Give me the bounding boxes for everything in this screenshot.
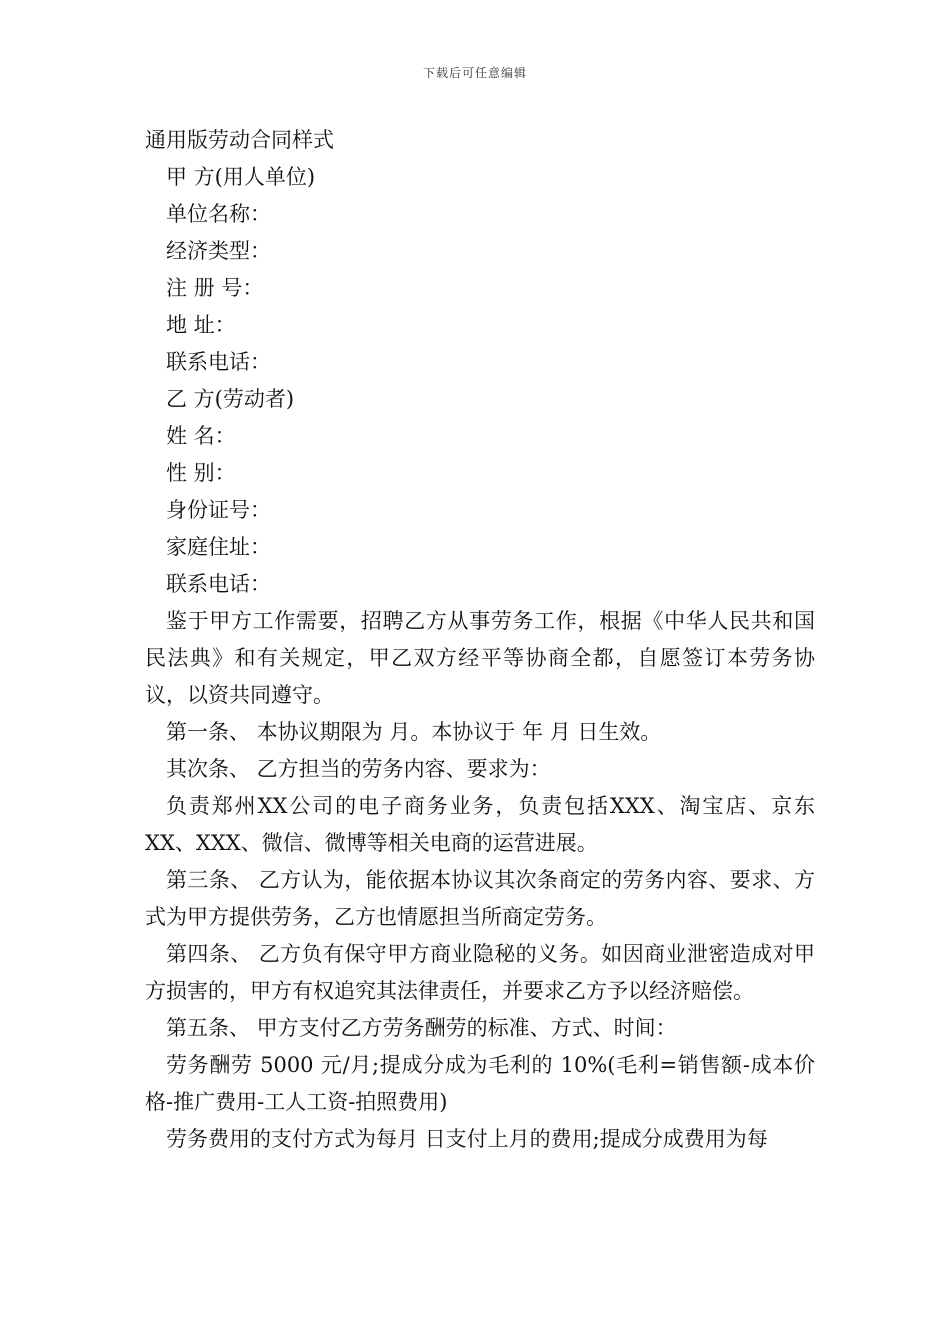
paragraph-preamble: 鉴于甲方工作需要，招聘乙方从事劳务工作，根据《中华人民共和国民法典》和有关规定，甲乙双方经平等协商全都，自愿签订本劳务协议，以资共同遵守。 (145, 609, 815, 707)
party-b-field-home-address: 家庭住址： (166, 535, 271, 559)
party-a-field-economic-type: 经济类型： (166, 239, 271, 263)
party-a-field-phone: 联系电话： (166, 350, 271, 374)
party-b-field-phone: 联系电话： (166, 572, 271, 596)
paragraph-article-3: 第三条、 乙方认为，能依据本协议其次条商定的劳务内容、要求、方式为甲方提供劳务，乙方也情愿担当所商定劳务。 (145, 868, 815, 929)
party-a-field-company-name: 单位名称： (166, 202, 271, 226)
paragraph-article-1: 第一条、 本协议期限为 月。本协议于 年 月 日生效。 (166, 720, 662, 744)
party-b-field-gender: 性 别： (166, 461, 236, 485)
paragraph-article-2: 其次条、 乙方担当的劳务内容、要求为： (166, 757, 551, 781)
paragraph-article-5-pay: 劳务酬劳 5000 元/月;提成分成为毛利的 10%(毛利=销售额-成本价格-推广费用-工人工资-拍照费用) (145, 1053, 815, 1114)
paragraph-article-5-payment-method: 劳务费用的支付方式为每月 日支付上月的费用;提成分成费用为每 (166, 1127, 768, 1151)
party-a-field-address: 地 址： (166, 313, 236, 337)
paragraph-article-4: 第四条、 乙方负有保守甲方商业隐秘的义务。如因商业泄密造成对甲方损害的，甲方有权追究其法律责任，并要求乙方予以经济赔偿。 (145, 942, 815, 1003)
paragraph-article-5: 第五条、 甲方支付乙方劳务酬劳的标准、方式、时间： (166, 1016, 677, 1040)
party-b-field-name: 姓 名： (166, 424, 236, 448)
party-b-field-id-number: 身份证号： (166, 498, 271, 522)
party-b-heading: 乙 方(劳动者) (166, 387, 295, 411)
document-title: 通用版劳动合同样式 (145, 128, 334, 152)
party-a-heading: 甲 方(用人单位) (166, 165, 316, 189)
paragraph-article-2-detail: 负责郑州XX公司的电子商务业务，负责包括XXX、淘宝店、京东XX、XXX、微信、微博等相关电商的运营进展。 (145, 794, 815, 855)
party-a-field-registration-no: 注 册 号： (166, 276, 264, 300)
document-body (145, 122, 815, 1158)
page-header: 下载后可任意编辑 (422, 66, 527, 80)
